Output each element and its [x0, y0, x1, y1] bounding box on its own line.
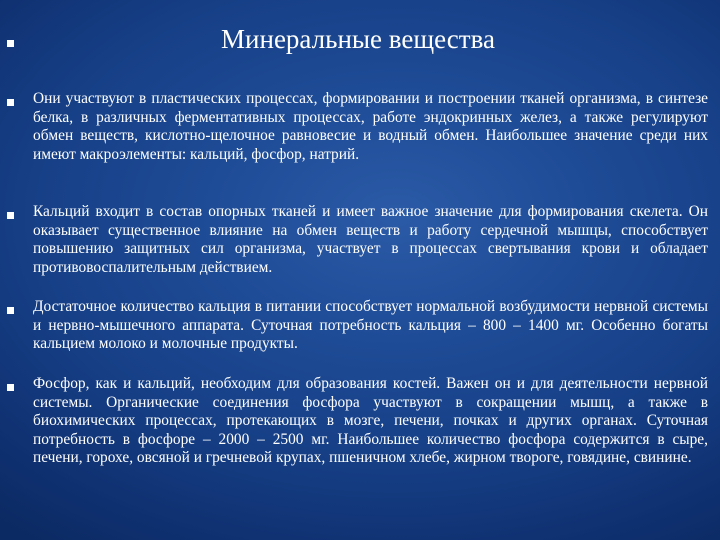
square-bullet-icon — [7, 307, 14, 314]
paragraph-phosphorus: Фосфор, как и кальций, необходим для образования костей. Важен он и для деятельности нервной системы. Органические соединения фосфора участвуют в сокращении мышц, а также в биохимических процессах, протекающих в мозге, печени, почках и других органах. Суточная потребность в фосфоре – 2000 – 2500 мг. Наибольшее количество фосфора содержится в сыре, печени, горохе, овсяной и гречневой крупах, пшеничном хлебе, жирном твороге, говядине, свинине. — [33, 375, 708, 467]
square-bullet-icon — [7, 212, 14, 219]
paragraph-minerals-role: Они участвуют в пластических процессах, формировании и построении тканей организма, в синтезе белка, в различных ферментативных процессах, работе эндокринных желез, а также регулируют обмен веществ, кислотно-щелочное равновесие и водный обмен. Наибольшее значение среди них имеют макроэлементы: кальций, фосфор, натрий. — [33, 90, 708, 163]
paragraph-calcium-functions: Кальций входит в состав опорных тканей и имеет важное значение для формирования скелета. Он оказывает существенное влияние на обмен веществ и работу сердечной мышцы, способствует повышению защитных сил организма, участвует в процессах свертывания крови и обладает противовоспалительным действием. — [33, 203, 708, 276]
square-bullet-icon — [7, 99, 14, 106]
slide-title: Минеральные вещества — [221, 24, 495, 54]
paragraph-calcium-requirement: Достаточное количество кальция в питании способствует нормальной возбудимости нервной системы и нервно-мышечного аппарата. Суточная потребность кальция – 800 – 1400 мг. Особенно богаты кальцием молоко и молочные продукты. — [33, 298, 708, 353]
square-bullet-icon — [7, 384, 14, 391]
